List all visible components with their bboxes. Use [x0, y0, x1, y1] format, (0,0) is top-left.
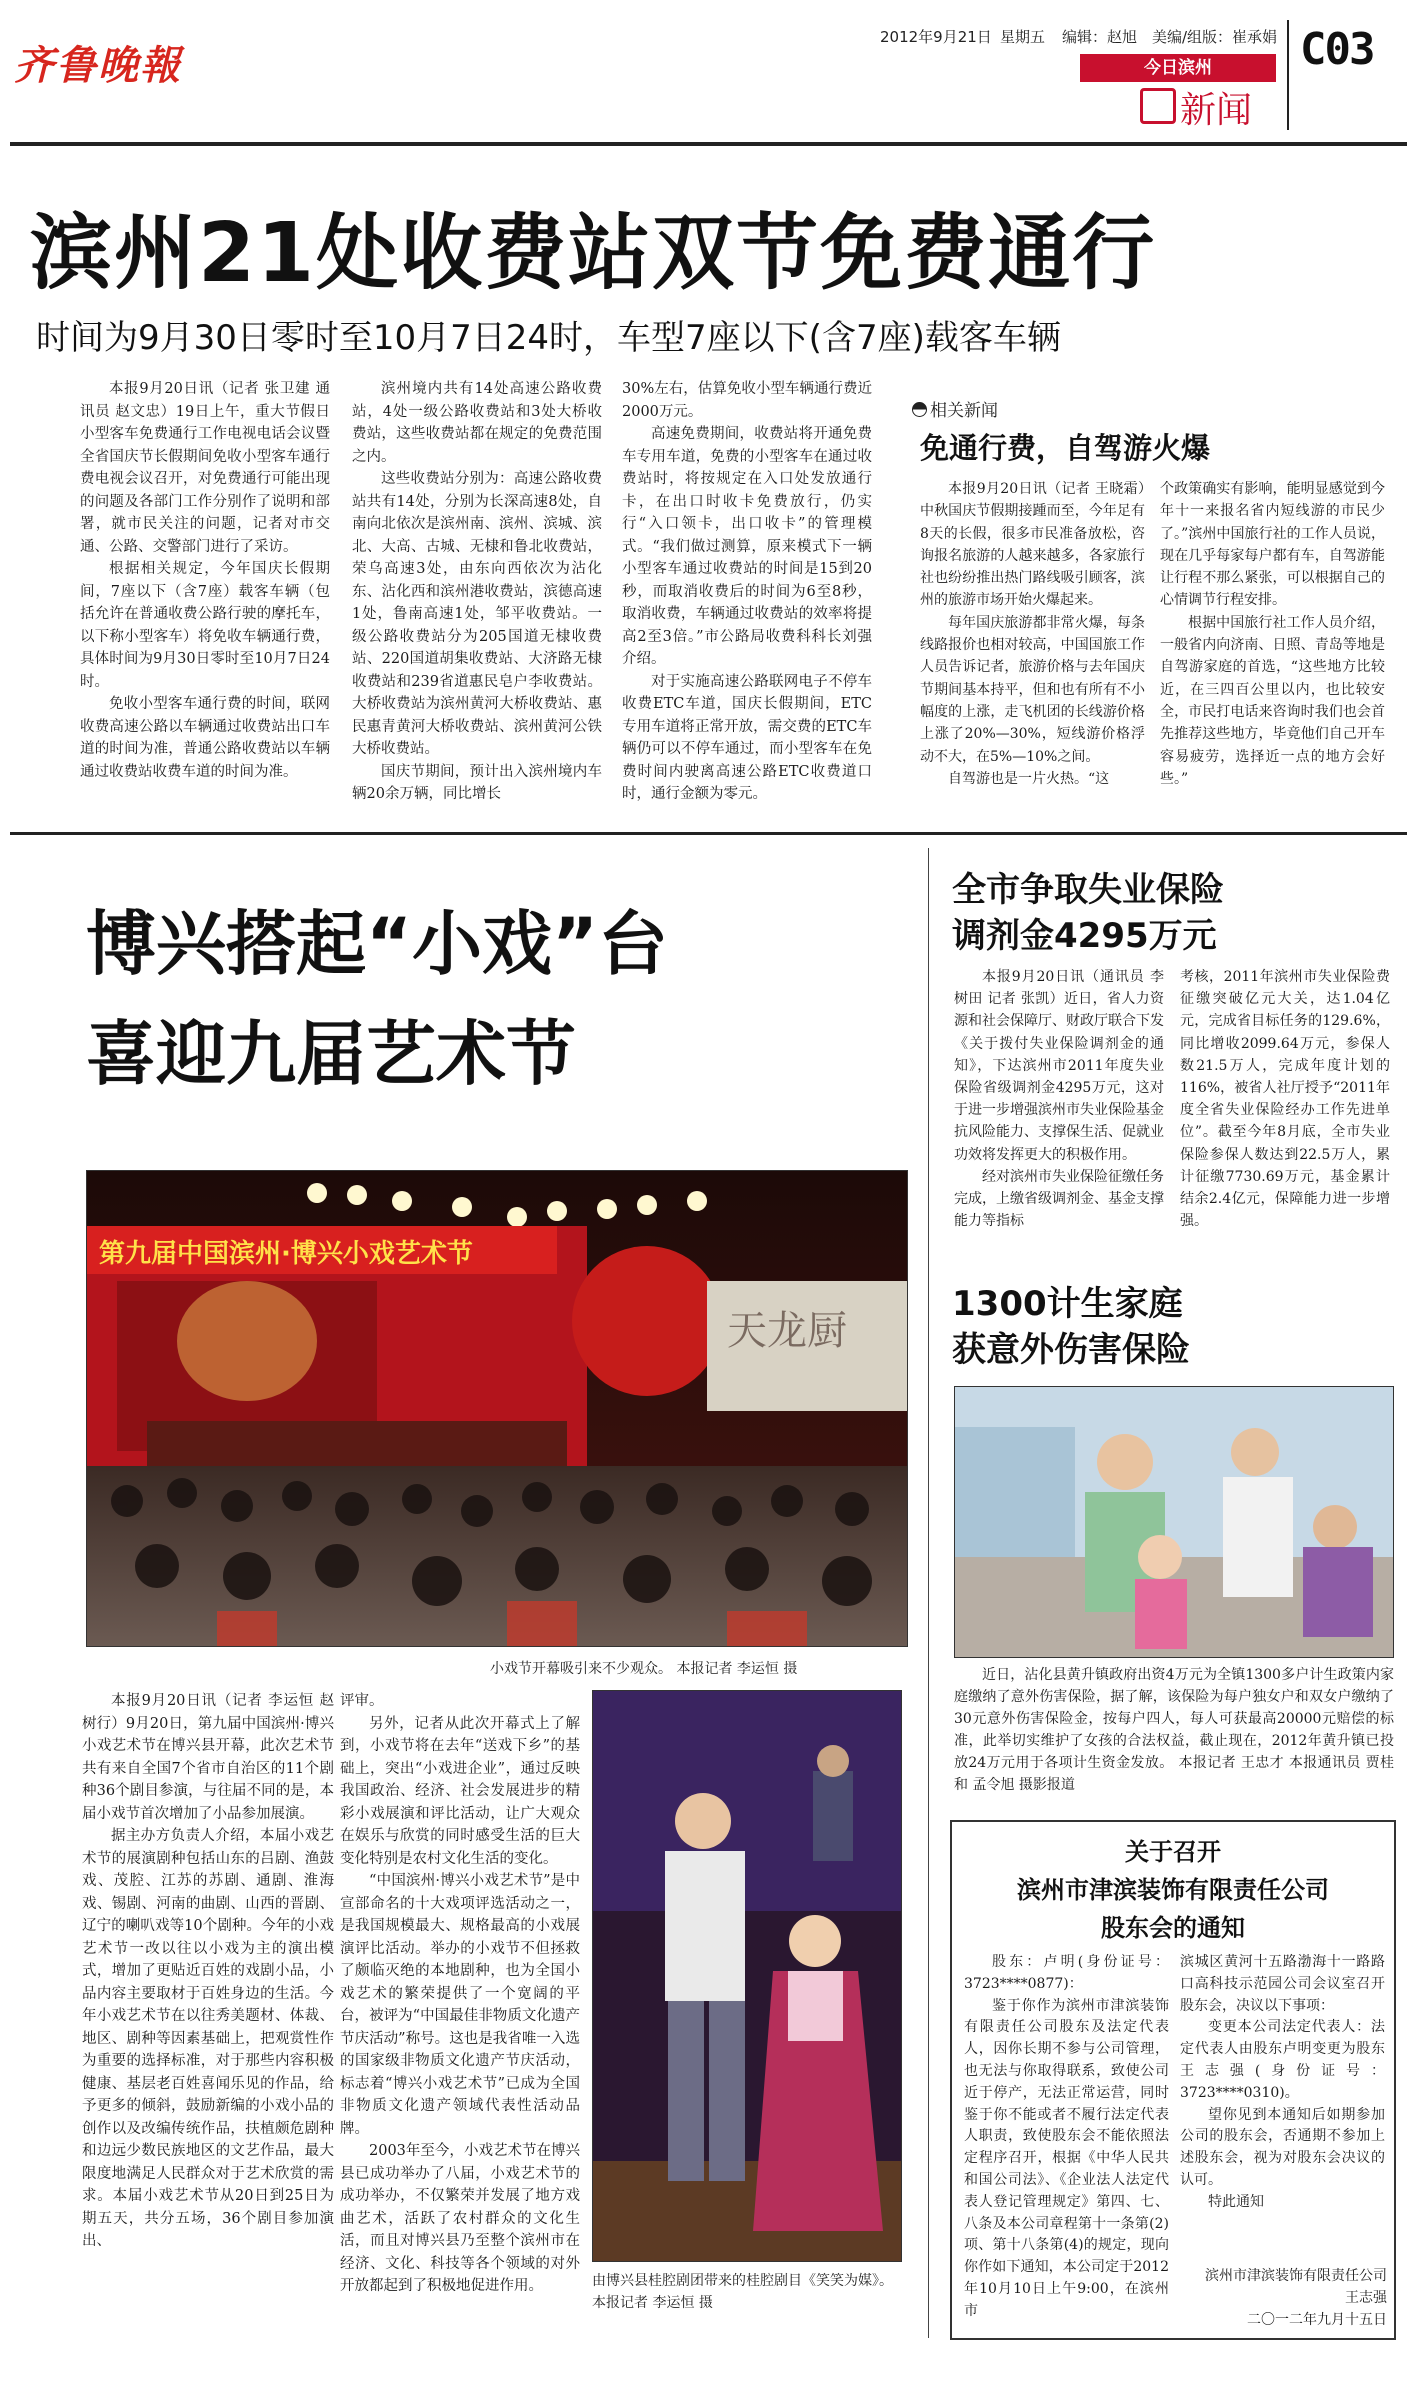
paragraph: 评审。 [340, 1693, 384, 1709]
paragraph: 2003年至今，小戏艺术节在博兴县已成功举办了八届，小戏艺术节的成功举办，不仅繁荣并发展了地方戏曲艺术，活跃了农村群众的文化生活，而且对博兴县乃至整个滨州市在经济、文化、科技等各个领域的对外开放都起到了积极地促进作用。 [340, 2143, 580, 2294]
unemployment-title-1: 全市争取失业保险 [952, 870, 1224, 910]
lead-subhead: 时间为9月30日零时至10月7日24时，车型7座以下(含7座)载客车辆 [36, 318, 1061, 358]
opera-performers-photo [592, 1690, 902, 2262]
paragraph: 本报9月20日讯（记者 王晓霜）中秋国庆节假期接踵而至，今年足有8天的长假，很多市民准备放松，咨询报名旅游的人越来越多，各家旅行社也纷纷推出热门路线吸引顾客，滨州的旅游市场开始火爆起来。 [920, 481, 1145, 609]
masthead-rule [10, 142, 1407, 146]
festival-column-2 [340, 1690, 580, 2298]
festival-banner-text: 第九届中国滨州·博兴小戏艺术节 [99, 1239, 473, 1269]
paragraph: 经对滨州市失业保险征缴任务完成，上缴省级调剂金、基金支撑能力等指标 [954, 1168, 1164, 1230]
lead-column-1 [80, 378, 330, 783]
unemployment-column-1 [954, 966, 1164, 1232]
editor-credits: 编辑：赵旭 美编/组版：崔承娟 [1062, 28, 1278, 46]
paragraph: 个政策确实有影响，能明显感觉到今年十一来报名省内短线游的市民少了。”滨州中国旅行社的工作人员说，现在几乎每家每户都有车，自驾游能让行程不那么紧张，可以根据自己的心情调节行程安排。 [1160, 481, 1385, 609]
paragraph: 国庆节期间，预计出入滨州境内车辆20余万辆，同比增长 [352, 763, 602, 802]
paragraph: 每年国庆旅游都非常火爆，每条线路报价也相对较高，中国国旅工作人员告诉记者，旅游价格与去年国庆节期间基本持平，但和也有所有不小幅度的上涨，走飞机团的长线游价格上涨了20%—30%，短线游价格浮动不大，在5%—10%之间。 [920, 614, 1145, 765]
lead-column-3 [622, 378, 872, 806]
festival-photo1-caption: 小戏节开幕吸引来不少观众。 本报记者 李运恒 摄 [490, 1661, 798, 1677]
paragraph: 滨州境内共有14处高速公路收费站，4处一级公路收费站和3处大桥收费站，这些收费站都在规定的免费范围之内。 [352, 381, 602, 465]
sponsor-sign-text: 天龙厨 [727, 1308, 847, 1354]
page-number-box [1287, 20, 1289, 130]
paragraph: 据主办方负责人介绍，本届小戏艺术节的展演剧种包括山东的吕剧、渔鼓戏、茂腔、江苏的苏剧、通剧、淮海戏、锡剧、河南的曲剧、山西的晋剧、辽宁的喇叭戏等10个剧种。今年的小戏艺术节一改以往以小戏为主的演出模式，增加了更贴近百姓的戏剧小品，小品内容主要取材于百姓身边的生活。今年小戏艺术节在以往秀美题材、体裁、地区、剧种等因素基础上，把观赏性作为重要的选择标准，对于那些内容积极健康、基层老百姓喜闻乐见的作品，给予更多的倾斜，鼓励新编的小戏小品的创作以及改编传统作品，扶植颇危剧种和边远少数民族地区的文艺作品，最大限度地满足人民群众对于艺术欣赏的需求。本届小戏艺术节从20日到25日为期五天，共分五场，36个剧目参加演出、 [82, 1828, 334, 2249]
paragraph: 对于实施高速公路联网电子不停车收费ETC车道，国庆长假期间，ETC专用车道将正常开放，需交费的ETC车辆仍可以不停车通过，而小型客车在免费时间内驶离高速公路ETC收费道口时，通行金额为零元。 [622, 673, 872, 802]
paragraph: 根据中国旅行社工作人员介绍，一般省内向济南、日照、青岛等地是自驾游家庭的首选，“这些地方比较近，在三四百公里以内，也比较安全，市民打电话来咨询时我们也会首先推荐这些地方，毕竟他们自己开车容易疲劳，选择近一点的地方会好些。” [1160, 614, 1385, 787]
family-planning-text: 近日，沾化县黄升镇政府出资4万元为全镇1300多户计生政策内家庭缴纳了意外伤害保险，据了解，该保险为每户独女户和双女户缴纳了30元意外伤害保险金，按每户四人，每人可获最高20000元赔偿的标准，此举切实维护了女孩的合法权益，截止现在，2012年黄升镇已投放24万元用于各项计生资金发放。 本报记者 王忠才 本报通讯员 贾桂和 孟令旭 摄影报道 [954, 1667, 1394, 1793]
lead-headline: 滨州21处收费站双节免费通行 [30, 206, 1157, 301]
page-number: C03 [1300, 24, 1374, 75]
notice-title-3: 股东会的通知 [1101, 1914, 1245, 1942]
section-brand-text: 新闻 [1180, 90, 1253, 131]
opera-photo-caption: 由博兴县桂腔剧团带来的桂腔剧目《笑笑为媒》。 本报记者 李运恒 摄 [592, 2273, 893, 2311]
brand-mark-icon [1140, 88, 1176, 124]
family-planning-photo [954, 1386, 1394, 1658]
festival-headline-2: 喜迎九届艺术节 [86, 1013, 576, 1095]
paragraph: 特此通知 [1208, 2193, 1264, 2210]
section-brand [1140, 88, 1252, 134]
paragraph: 鉴于你作为滨州市津滨装饰有限责任公司股东及法定代表人，因你长期不参与公司管理，也无法与你取得联系，致使公司近于停产，无法正常运营，同时鉴于你不能或者不履行法定代表人职责，致使股东会不能依照法定程序召开，根据《中华人民共和国公司法》、《企业法人法定代表人登记管理规定》第四、七、八条及本公司章程第十一条第(2)项、第十八条第(4)的规定，现向你作如下通知，本公司定于2012年10月10日上午9:00，在滨州市 [964, 1997, 1169, 2319]
festival-column-1 [82, 1690, 334, 2253]
shareholder-notice-box [950, 1820, 1396, 2340]
paragraph: 本报9月20日讯（记者 张卫建 通讯员 赵文忠）19日上午，重大节假日小型客车免费通行工作电视电话会议暨全省国庆节长假期间免收小型客车通行费电视会议召开，对免费通行可能出现的问题及各部门工作分别作了说明和部署，就市民关注的问题，记者对市交通、公路、交警部门进行了采访。 [80, 381, 330, 555]
notice-title-1: 关于召开 [1125, 1838, 1221, 1866]
paragraph: 本报9月20日讯（记者 李运恒 赵树行）9月20日，第九届中国滨州·博兴小戏艺术节在博兴县开幕，此次艺术节共有来自全国7个省市自治区的11个剧种36个剧目参演，与往届不同的是，本届小戏节首次增加了小品参加展演。 [82, 1693, 334, 1822]
notice-signature-date: 二〇一二年九月十五日 [1247, 2312, 1387, 2328]
paragraph: 考核，2011年滨州市失业保险费征缴突破亿元大关，达1.04亿元，完成省目标任务的129.6%，同比增收2099.64万元，参保人数21.5万人，完成年度计划的116%，被省人社厅授予“2011年度全省失业保险经办工作先进单位”。截至今年8月底，全市失业保险参保人数达到22.5万人，累计征缴7730.69万元，基金累计结余2.4亿元，保障能力进一步增强。 [1180, 969, 1390, 1230]
newspaper-logo: 齐鲁晚報 [14, 42, 182, 89]
unemployment-title-2: 调剂金4295万元 [952, 916, 1217, 956]
half-circle-icon [912, 402, 927, 417]
right-column-rule [928, 848, 929, 2338]
paragraph: 股东：卢明(身份证号：3723****0877)： [964, 1954, 1169, 1992]
issue-weekday: 星期五 [1000, 28, 1046, 46]
opera-performers-photo-svg [593, 1691, 901, 2261]
paragraph: 变更本公司法定代表人：法定代表人由股东卢明变更为股东王志强(身份证号：3723****0310)。 [1180, 2019, 1385, 2101]
lead-column-2 [352, 378, 602, 806]
related-column-2 [1160, 478, 1385, 790]
paragraph: 滨城区黄河十五路渤海十一路路口高科技示范园公司会议室召开股东会，决议以下事项： [1180, 1954, 1385, 2014]
festival-headline-1: 博兴搭起“小戏”台 [86, 903, 669, 985]
related-news-tag: 相关新闻 [912, 396, 998, 421]
related-news-title: 免通行费，自驾游火爆 [920, 431, 1211, 465]
paragraph: 免收小型客车通行费的时间，联网收费高速公路以车辆通过收费站出口车道的时间为准，普通公路收费站以车辆通过收费站收费车道的时间为准。 [80, 696, 330, 780]
family-planning-photo-svg [955, 1387, 1393, 1657]
section-divider [10, 832, 1407, 835]
family-planning-title-2: 获意外伤害保险 [952, 1330, 1190, 1370]
issue-date: 2012年9月21日 [880, 28, 992, 46]
paragraph: 自驾游也是一片火热。“这 [948, 770, 1110, 787]
notice-column-2 [1180, 1952, 1385, 2214]
paragraph: 本报9月20日讯（通讯员 李树田 记者 张凯）近日，省人力资源和社会保障厅、财政厅联合下发《关于拨付失业保险调剂金的通知》，下达滨州市2011年度失业保险省级调剂金4295万元，这对于进一步增强滨州市失业保险基金抗风险能力、支撑保生活、促就业功效将发挥更大的积极作用。 [954, 969, 1164, 1163]
paragraph: 根据相关规定，今年国庆长假期间，7座以下（含7座）载客车辆（包括允许在普通收费公路行驶的摩托车，以下称小型客车）将免收车辆通行费，具体时间为9月30日零时至10月7日24时。 [80, 561, 330, 690]
notice-title-2: 滨州市津滨装饰有限责任公司 [1017, 1876, 1329, 1904]
family-planning-title-1: 1300计生家庭 [952, 1284, 1183, 1324]
notice-column-1 [964, 1952, 1169, 2323]
notice-signature-company: 滨州市津滨装饰有限责任公司 王志强 [1205, 2268, 1387, 2306]
paragraph: 这些收费站分别为：高速公路收费站共有14处，分别为长深高速8处，自南向北依次是滨州南、滨州、滨城、滨北、大高、古城、无棣和鲁北收费站，荣乌高速3处，由东向西依次为沾化东、沾化西和滨州港收费站，滨德高速1处，鲁南高速1处，邹平收费站。一级公路收费站分为205国道无棣收费站、220国道胡集收费站、大济路无棣收费站和239省道惠民皂户李收费站。大桥收费站为滨州黄河大桥收费站、惠民惠青黄河大桥收费站、滨州黄河公铁大桥收费站。 [352, 471, 602, 757]
paragraph: “中国滨州·博兴小戏艺术节”是中宣部命名的十大戏项评选活动之一，是我国规模最大、规格最高的小戏展演评比活动。举办的小戏节不但拯救了颇临灭绝的本地剧种，也为全国小戏艺术的繁荣提供了一个宽阔的平台，被评为“中国最佳非物质文化遗产节庆活动”称号。这也是我省唯一入选的国家级非物质文化遗产节庆活动，标志着“博兴小戏艺术节”已成为全国非物质文化遗产领域代表性活动品牌。 [340, 1873, 580, 2137]
related-column-1 [920, 478, 1145, 790]
paragraph: 望你见到本通知后如期参加公司的股东会，否通期不参加上述股东会，视为对股东会决议的认可。 [1180, 2106, 1385, 2188]
section-label: 今日滨州 [1080, 54, 1276, 82]
paragraph: 高速免费期间，收费站将开通免费车专用车道，免费的小型客车在通过收费站时，将按规定在入口处发放通行卡，在出口时收卡免费放行，仍实行“入口领卡，出口收卡”的管理模式。“我们做过测算，原来模式下一辆小型客车通过收费站的时间是15到20秒，而取消收费后的时间为6至8秒，取消收费，车辆通过收费站的效率将提高2至3倍。”市公路局收费科科长刘强介绍。 [622, 426, 872, 667]
paragraph: 30%左右，估算免收小型车辆通行费近2000万元。 [622, 381, 872, 420]
masthead [0, 0, 1417, 140]
festival-opening-photo [86, 1170, 908, 1647]
paragraph: 另外，记者从此次开幕式上了解到，小戏节将在去年“送戏下乡”的基础上，突出“小戏进企业”，通过反映我国政治、经济、社会发展进步的精彩小戏展演和评比活动，让广大观众在娱乐与欣赏的同时感受生活的巨大变化特别是农村文化生活的变化。 [340, 1715, 580, 1867]
unemployment-column-2 [1180, 966, 1390, 1232]
